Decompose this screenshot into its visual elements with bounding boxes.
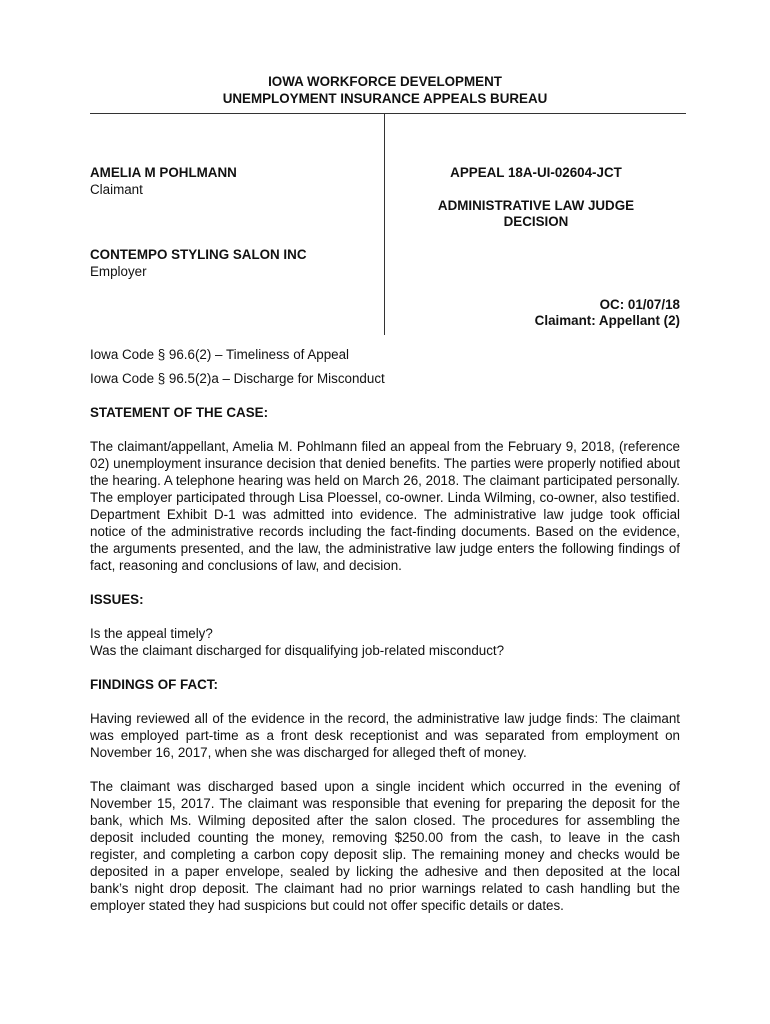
- claimant-status: Claimant: Appellant (2): [534, 313, 680, 328]
- appeal-number: APPEAL 18A-UI-02604-JCT: [450, 165, 622, 180]
- employer-name: CONTEMPO STYLING SALON INC: [90, 247, 307, 262]
- decision-body: [90, 346, 680, 914]
- statement-text: The claimant/appellant, Amelia M. Pohlmann filed an appeal from the February 9, 2018, (reference 02) unemployment insurance decision that denied benefits. The parties were properly notified about the hearing. A telephone hearing was held on March 26, 2018. The claimant participated personally. The employer participated through Lisa Ploessel, co-owner. Linda Wilming, co-owner, also testified. Department Exhibit D-1 was admitted into evidence. The administrative law judge took official notice of the administrative records including the fact-finding documents. Based on the evidence, the arguments presented, and the law, the administrative law judge enters the following findings of fact, reasoning and conclusions of law, and decision.: [90, 439, 680, 573]
- findings-heading: FINDINGS OF FACT:: [90, 677, 218, 692]
- decision-title-line1: ADMINISTRATIVE LAW JUDGE: [437, 198, 635, 213]
- oc-date: OC: 01/07/18: [599, 297, 680, 312]
- caption-divider: [384, 113, 385, 335]
- employer-role: Employer: [90, 264, 147, 279]
- findings-paragraph: Having reviewed all of the evidence in the record, the administrative law judge finds: The claimant was employed part-time as a front desk receptionist and was separated from employment on November 16, 2017, when she was discharged for alleged theft of money.: [90, 711, 680, 760]
- issue-question: Is the appeal timely?: [90, 626, 213, 641]
- caption-top-rule: [90, 113, 686, 114]
- claimant-role: Claimant: [90, 182, 143, 197]
- findings-paragraph: The claimant was discharged based upon a single incident which occurred in the evening of November 15, 2017. The claimant was responsible that evening for preparing the deposit for the bank, which Ms. Wilming deposited after the salon closed. The procedures for assembling the deposit included counting the money, removing $250.00 from the cash, to leave in the cash register, and completing a carbon copy deposit slip. The remaining money and checks would be deposited in a paper envelope, sealed by licking the adhesive and then deposited at the local bank’s night drop deposit. The claimant had no prior warnings related to cash handling but the employer stated they had suspicions but could not offer specific details or dates.: [90, 779, 680, 913]
- issue-question: Was the claimant discharged for disqualifying job-related misconduct?: [90, 643, 505, 658]
- decision-title-line2: DECISION: [503, 214, 569, 229]
- issues-heading: ISSUES:: [90, 592, 144, 607]
- bureau-name: UNEMPLOYMENT INSURANCE APPEALS BUREAU: [222, 91, 548, 106]
- code-citation: Iowa Code § 96.6(2) – Timeliness of Appeal: [90, 347, 350, 362]
- code-citation: Iowa Code § 96.5(2)a – Discharge for Misconduct: [90, 371, 385, 386]
- agency-name: IOWA WORKFORCE DEVELOPMENT: [268, 74, 502, 89]
- statement-heading: STATEMENT OF THE CASE:: [90, 405, 269, 420]
- agency-header: [0, 73, 770, 107]
- claimant-name: AMELIA M POHLMANN: [90, 165, 237, 180]
